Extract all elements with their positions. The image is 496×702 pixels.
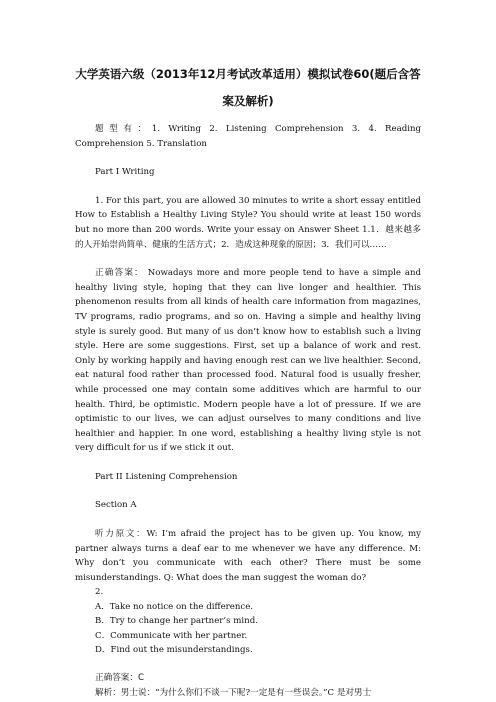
answer-1: 正确答案： Nowadays more and more people tend to have a simple and healthy living style, hoping that they can live longer and healthier. This phenomenon results from all kinds of health care information from magazines, TV programs, radio programs, and so on. Having a simple and healthy living style is surely good. But many of us don’t know how to establish such a living style. Here are some suggestions. First, set up a balance of work and rest. Only by working happily and having enough rest can we live healthier. Second, eat natural food rather than processed food. Natural food is usually fresher, while processed one may contain some additives which are harmful to our health. Third, be optimistic. Modern people have a lot of pressure. If we are optimistic to our lives, we can adjust ourselves to many conditions and live healthier and happier. In one word, establishing a healthy living style is not very difficult for us if we stick it out. [75, 268, 421, 454]
part-1-heading: Part I Writing [95, 167, 155, 178]
document-title [75, 61, 421, 115]
option-a: A．Take no notice on the difference. [95, 602, 254, 613]
section-a-heading: Section A [95, 500, 137, 511]
question-types: 题型有：1. Writing 2. Listening Comprehension 3. 4. Reading Comprehension 5. Translation [75, 124, 421, 149]
answer-2-label: 正确答案： [95, 673, 138, 684]
title-line-1: 大学英语六级（2013年12月考试改革适用）模拟试卷60(题后含答 [75, 67, 421, 81]
option-b: B．Try to change her partner’s mind. [95, 616, 258, 627]
listening-script: 听力原文：W: I’m afraid the project has to be given up. You know, my partner always turns a deaf ear to me whenever we have any difference. M: Why don’t you communicate with each other? There must be some misunderstandings. Q: What does the man suggest the woman do? [75, 529, 421, 583]
option-d: D．Find out the misunderstandings. [95, 644, 253, 655]
title-line-2: 案及解析) [222, 94, 274, 108]
analysis-2: 解析：男士说：“为什么你们不谈一下呢?一定是有一些误会。”C 是对男士 [95, 687, 372, 698]
question-2-number: 2. [95, 587, 104, 598]
answer-2-value: C [137, 673, 144, 684]
document-page [75, 0, 421, 700]
part-2-heading: Part II Listening Comprehension [95, 471, 238, 482]
option-c: C．Communicate with her partner. [95, 630, 248, 641]
question-1: 1. For this part, you are allowed 30 minutes to write a short essay entitled How to Establish a Healthy Living Style? You should write at least 150 words but no more than 200 words. Write your essay on Answer Sheet 1.1．越来越多的人开始崇尚简单、健康的生活方式；2．造成这种现象的原因；3．我们可以…… [75, 195, 421, 250]
answer-2 [75, 671, 421, 686]
